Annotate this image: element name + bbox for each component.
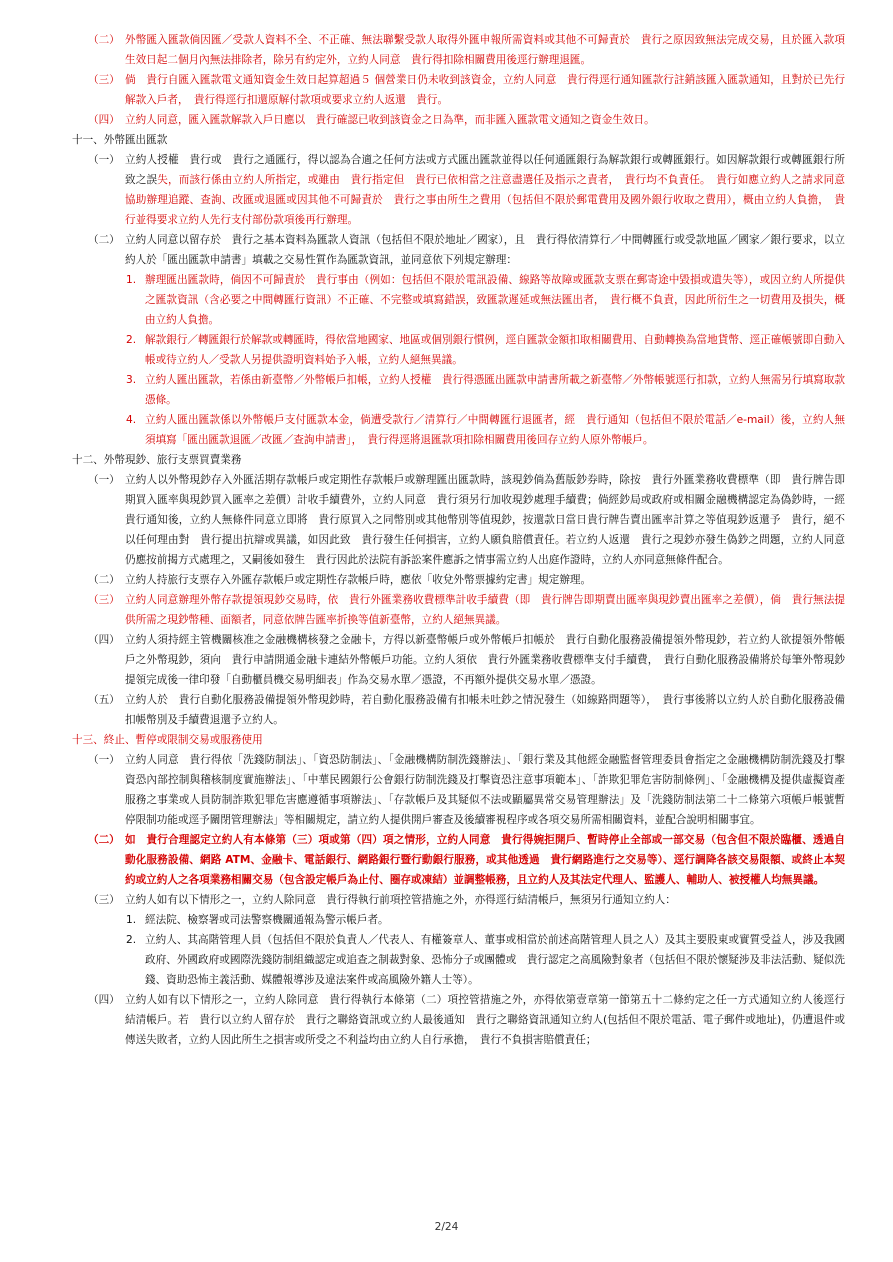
section-heading: 十三、終止、暫停或限制交易或服務使用: [72, 734, 263, 746]
clause-text: 立約人同意 貴行得依「洗錢防制法」、「資恐防制法」、「金融機構防制洗錢辦法」、「銀行業及其他經金融監督管理委員會指定之金融機構防制洗錢及打擊資恐內部控制與稽核制度實施辦法」、「中華民國銀行公會銀行防制洗錢及打擊資恐注意事項範本」、「詐欺犯罪危害防制條例」、「金融機構及提供虛擬資產服務之事業或人員防制詐欺犯罪危害應遵循事項辦法」、「存款帳戶及其疑似不法或顯屬異常交易管理辦法」及「洗錢防制法第二十二條第六項帳戶帳號暫停限制功能或逕予關閉管理辦法」等相關規定，請立約人提供開戶審查及後續審視程序或各項交易所需相關資料，並配合說明相關事宜。: [125, 754, 845, 826]
clause-item: [0, 150, 893, 230]
sub-clause-item: [0, 910, 893, 930]
clause-item: [0, 890, 893, 910]
clause-item: [0, 690, 893, 730]
clause-item: [0, 990, 893, 1050]
clause-text: 立約人持旅行支票存入外匯存款帳戶或定期性存款帳戶時，應依「收兌外幣票據約定書」規定辦理。: [125, 574, 592, 586]
clause-number: （一）: [88, 474, 120, 486]
clause-number: （四）: [88, 994, 120, 1006]
clause-number: （五）: [88, 694, 120, 706]
clause-number: （二）: [88, 834, 120, 846]
clause-text: 立約人於 貴行自動化服務設備提領外幣現鈔時，若自動化服務設備有扣帳未吐鈔之情況發生（如線路問題等）， 貴行事後將以立約人於自動化服務設備扣帳幣別及手續費退還予立約人。: [125, 694, 845, 726]
clause-item: [0, 570, 893, 590]
clause-number: （一）: [88, 154, 120, 166]
clause-text: 如 貴行合理認定立約人有本條第（三）項或第（四）項之情形，立約人同意 貴行得婉拒開戶、暫時停止全部或一部交易（包含但不限於臨櫃、透過自動化服務設備、網路 ATM、金融卡、電話銀行、網路銀行暨行動銀行服務，或其他透過 貴行網路進行之交易等）、逕行調降各該交易限額、或終止本契約或立約人之各項業務相關交易（包含設定帳戶為止付、圈存或凍結）並調整帳務，且立約人及其法定代理人、監護人、輔助人、被授權人均無異議。: [125, 834, 845, 886]
clause-number: （二）: [88, 574, 120, 586]
clause-text: 立約人以外幣現鈔存入外匯活期存款帳戶或定期性存款帳戶或辦理匯出匯款時，該現鈔倘為舊版鈔券時，除按 貴行外匯業務收費標準（即 貴行牌告即期買入匯率與現鈔買入匯率之差價）計收手續費外，立約人同意 貴行須另行加收現鈔處理手續費；倘經鈔局或政府或相關金融機構認定為偽鈔時，一經 貴行通知後，立約人無條件同意立即將 貴行原買入之同幣別或其他幣別等值現鈔，按還款日當日貴行牌告賣出匯率計算之等值現鈔返還予 貴行，絕不以任何理由對 貴行提出抗辯或異議，如因此致 貴行發生任何損害，立約人願負賠償責任。若立約人返還 貴行之現鈔亦發生偽鈔之問題，立約人同意仍應按前揭方式處理之，又嗣後如發生 貴行因此於法院有訴訟案件應訴之情事需立約人出庭作證時，立約人亦同意無條件配合。: [125, 474, 856, 566]
clause-text: 立約人同意辦理外幣存款提領現鈔交易時，依 貴行外匯業務收費標準計收手續費（即 貴行牌告即期賣出匯率與現鈔賣出匯率之差價），倘 貴行無法提供所需之現鈔幣種、面額者，同意依牌告匯率折換等值新臺幣，立約人絕無異議。: [125, 594, 845, 626]
clause-item: [0, 750, 893, 830]
clause-text: 立約人須持經主管機關核准之金融機構核發之金融卡，方得以新臺幣帳戶或外幣帳戶扣帳於 貴行自動化服務設備提領外幣現鈔，若立約人欲提領外幣帳戶之外幣現鈔，須向 貴行申請開通金融卡連結外幣帳戶功能。立約人須依 貴行外匯業務收費標準支付手續費， 貴行自動化服務設備將於每筆外幣現鈔提領完成後一律印發「自動櫃員機交易明細表」作為交易水單／憑證，不再額外提供交易水單／憑證。: [125, 634, 845, 686]
clause-text: 立約人同意以留存於 貴行之基本資料為匯款人資訊（包括但不限於地址／國家），且 貴行得依清算行／中間轉匯行或受款地區／國家／銀行要求，以立約人於「匯出匯款申請書」填載之交易性質作為匯款資訊，並同意依下列規定辦理：: [125, 234, 845, 266]
page-number: 2/24: [434, 1221, 459, 1233]
section-heading: 十一、外幣匯出匯款: [72, 134, 168, 146]
clause-item: [0, 30, 893, 70]
clause-text: 立約人匯出匯款係以外幣帳戶支付匯款本金，倘遭受款行／清算行／中間轉匯行退匯者，經 貴行通知（包括但不限於電話／e-mail）後，立約人無須填寫「匯出匯款退匯／改匯／查詢申請書」， 貴行得逕將退匯款項扣除相關費用後回存立約人原外幣帳戶。: [145, 414, 845, 446]
clause-text: 經法院、檢察署或司法警察機關通報為警示帳戶者。: [145, 914, 389, 926]
clause-text: 辦理匯出匯款時，倘因不可歸責於 貴行事由（例如：包括但不限於電訊設備、線路等故障或匯款支票在郵寄途中毀損或遺失等），或因立約人所提供之匯款資訊（含必要之中間轉匯行資訊）不正確、不完整或填寫錯誤，致匯款遲延或無法匯出者， 貴行概不負責，因此所衍生之一切費用及損失，概由立約人負擔。: [145, 274, 845, 326]
clause-item: [0, 830, 893, 890]
clause-text: 立約人授權 貴行或 貴行之通匯行，得以認為合適之任何方法或方式匯出匯款並得以任何通匯銀行為解款銀行或轉匯銀行。如因解款銀行或轉匯銀行所致之誤失，而該行係由立約人所指定，或雖由 貴行指定但 貴行已依相當之注意盡選任及指示之責者， 貴行均不負責任。 貴行如應立約人之請求同意協助辦理追蹤、查詢、改匯或退匯或因其他不可歸責於 貴行之事由所生之費用（包括但不限於郵電費用及國外銀行收取之費用），概由立約人負擔， 貴行並得要求立約人先行支付部份款項後再行辦理。: [125, 154, 845, 226]
sub-clause-item: [0, 930, 893, 990]
clause-text: 立約人如有以下情形之一，立約人除同意 貴行得執行本條第（二）項控管措施之外，亦得依第壹章第一節第五十二條約定之任一方式通知立約人後逕行結清帳戶。若 貴行以立約人留存於 貴行之聯絡資訊或立約人最後通知 貴行之聯絡資訊通知立約人(包括但不限於電話、電子郵件或地址)，仍遭退件或傳送失敗者，立約人因此所生之損害或所受之不利益均由立約人自行承擔， 貴行不負損害賠償責任；: [125, 994, 845, 1046]
clause-number: （一）: [88, 754, 120, 766]
sub-clause-item: [0, 370, 893, 410]
sub-clause-item: [0, 330, 893, 370]
clause-text: 立約人如有以下情形之一，立約人除同意 貴行得執行前項控管措施之外，亦得逕行結清帳戶，無須另行通知立約人：: [125, 894, 676, 906]
clause-number: 4.: [126, 414, 137, 426]
clause-number: （三）: [88, 594, 120, 606]
clause-text: 外幣匯入匯款倘因匯／受款人資料不全、不正確、無法聯繫受款人取得外匯申報所需資料或其他不可歸責於 貴行之原因致無法完成交易，且於匯入款項生效日起二個月內無法排除者，除另有約定外，立約人同意 貴行得扣除相關費用後逕行辦理退匯。: [125, 34, 845, 66]
clause-item: [0, 110, 893, 130]
clause-number: （三）: [88, 74, 120, 86]
section-heading: 十二、外幣現鈔、旅行支票買賣業務: [72, 454, 242, 466]
clause-number: 1.: [126, 274, 137, 286]
sub-clause-item: [0, 410, 893, 450]
clause-number: 2.: [126, 934, 137, 946]
clause-text: 立約人同意，匯入匯款解款入戶日應以 貴行確認已收到該資金之日為準，而非匯入匯款電文通知之資金生效日。: [125, 114, 655, 126]
clause-number: （四）: [88, 634, 120, 646]
clause-number: （二）: [88, 34, 120, 46]
clause-item: [0, 70, 893, 110]
document-body: [0, 30, 893, 1050]
clause-number: 3.: [126, 374, 137, 386]
clause-number: （三）: [88, 894, 120, 906]
clause-number: （二）: [88, 234, 120, 246]
clause-number: 2.: [126, 334, 137, 346]
clause-number: 1.: [126, 914, 137, 926]
clause-item: [0, 630, 893, 690]
clause-text: 立約人、其高階管理人員（包括但不限於負責人／代表人、有權簽章人、董事或相當於前述高階管理人員之人）及其主要股東或實質受益人，涉及我國政府、外國政府或國際洗錢防制組織認定或追查之制裁對象、恐怖分子或團體或 貴行認定之高風險對象者（包括但不限於懷疑涉及非法活動、疑似洗錢、資助恐怖主義活動、媒體報導涉及違法案件或高風險外籍人士等）。: [145, 934, 845, 986]
clause-text: 立約人匯出匯款，若係由新臺幣／外幣帳戶扣帳，立約人授權 貴行得憑匯出匯款申請書所載之新臺幣／外幣帳號逕行扣款，立約人無需另行填寫取款憑條。: [145, 374, 845, 406]
clause-item: [0, 470, 893, 570]
clause-number: （四）: [88, 114, 120, 126]
clause-item: [0, 230, 893, 270]
clause-text: 倘 貴行自匯入匯款電文通知資金生效日起算超過５ 個營業日仍未收到該資金，立約人同意 貴行得逕行通知匯款行註銷該匯入匯款通知，且對於已先行解款入戶者， 貴行得逕行扣還原解付款項或要求立約人返還 貴行。: [125, 74, 845, 106]
clause-text: 解款銀行／轉匯銀行於解款或轉匯時，得依當地國家、地區或個別銀行慣例，逕自匯款金額扣取相關費用、自動轉換為當地貨幣、逕正確帳號即自動入帳或待立約人／受款人另提供證明資料始予入帳，立約人絕無異議。: [145, 334, 845, 366]
clause-item: [0, 590, 893, 630]
sub-clause-item: [0, 270, 893, 330]
